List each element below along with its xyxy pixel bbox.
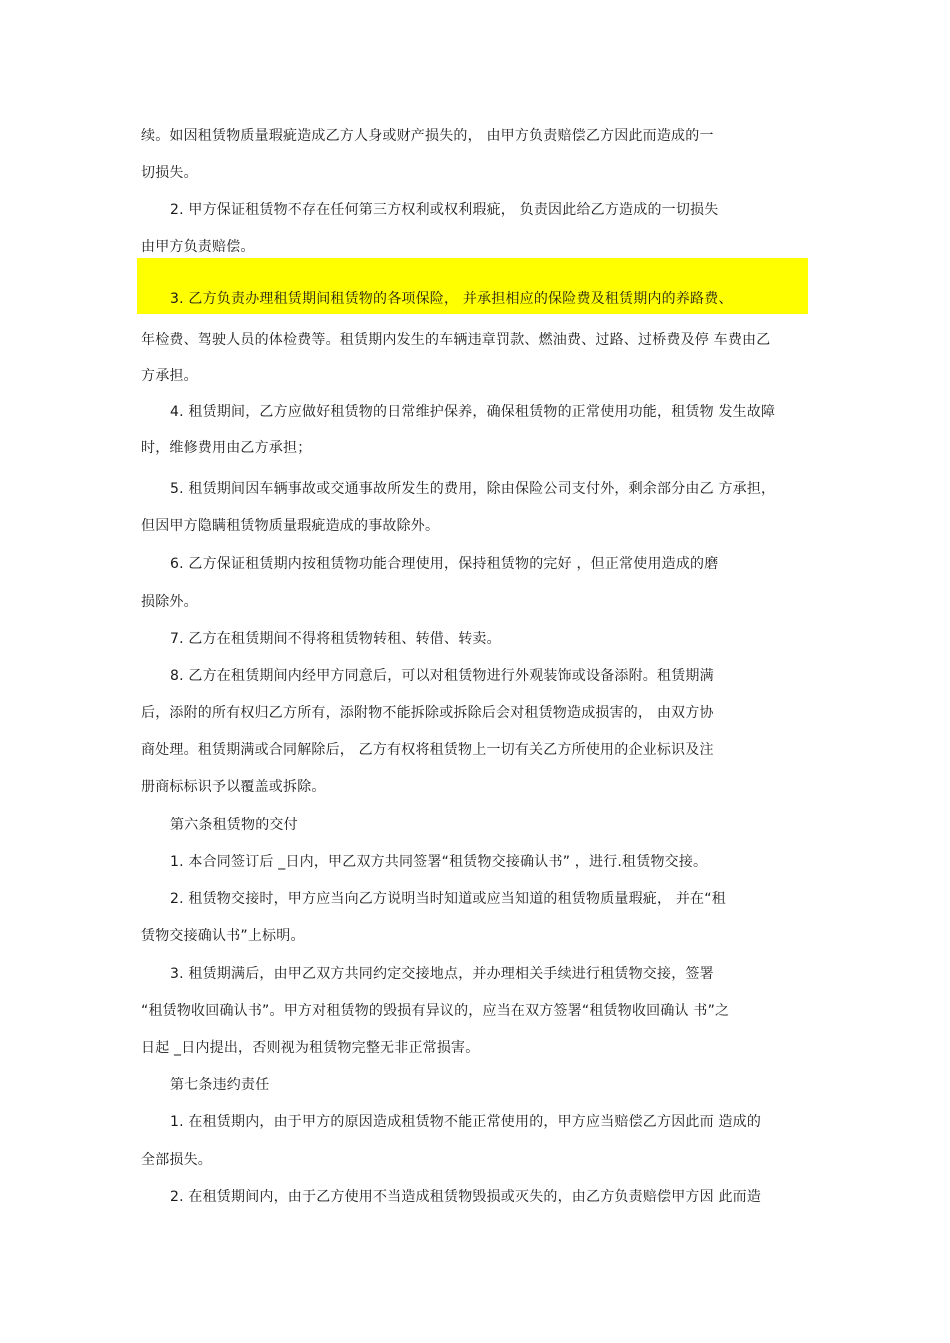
text-line: 4. 租赁期间，乙方应做好租赁物的日常维护保养，确保租赁物的正常使用功能，租赁物 发生故障 bbox=[170, 404, 776, 420]
text-line: 5. 租赁期间因车辆事故或交通事故所发生的费用，除由保险公司支付外，剩余部分由乙 方承担， bbox=[170, 481, 776, 497]
text-line: 2. 在租赁期间内，由于乙方使用不当造成租赁物毁损或灭失的，由乙方负责赔偿甲方因 此而造 bbox=[170, 1189, 762, 1205]
text-line: 8. 乙方在租赁期间内经甲方同意后，可以对租赁物进行外观装饰或设备添附。租赁期满 bbox=[170, 668, 714, 684]
text-line: “租赁物收回确认书”。甲方对租赁物的毁损有异议的，应当在双方签署“租赁物收回确认 书”之 bbox=[141, 1003, 730, 1019]
section-heading: 第七条违约责任 bbox=[170, 1077, 270, 1093]
text-line: 年检费、驾驶人员的体检费等。租赁期内发生的车辆违章罚款、燃油费、过路、过桥费及停 车费由乙 bbox=[141, 332, 771, 348]
text-line: 但因甲方隐瞒租赁物质量瑕疵造成的事故除外。 bbox=[141, 518, 440, 534]
text-line: 3. 租赁期满后，由甲乙双方共同约定交接地点，并办理相关手续进行租赁物交接，签署 bbox=[170, 966, 714, 982]
text-line: 2. 租赁物交接时，甲方应当向乙方说明当时知道或应当知道的租赁物质量瑕疵， 并在“租 bbox=[170, 891, 726, 907]
text-line: 2. 甲方保证租赁物不存在任何第三方权利或权利瑕疵， 负责因此给乙方造成的一切损失 bbox=[170, 202, 719, 218]
text-line: 商处理。租赁期满或合同解除后， 乙方有权将租赁物上一切有关乙方所使用的企业标识及注 bbox=[141, 742, 714, 758]
text-line: 由甲方负责赔偿。 bbox=[141, 239, 255, 255]
text-line: 损除外。 bbox=[141, 594, 198, 610]
text-line: 3. 乙方负责办理租赁期间租赁物的各项保险， 并承担相应的保险费及租赁期内的养路费、 bbox=[170, 291, 733, 307]
text-line: 1. 在租赁期内，由于甲方的原因造成租赁物不能正常使用的，甲方应当赔偿乙方因此而 造成的 bbox=[170, 1114, 762, 1130]
text-line: 6. 乙方保证租赁期内按租赁物功能合理使用，保持租赁物的完好 ，但正常使用造成的磨 bbox=[170, 556, 719, 572]
text-line: 日起 _日内提出，否则视为租赁物完整无非正常损害。 bbox=[141, 1040, 480, 1056]
text-line: 7. 乙方在租赁期间不得将租赁物转租、转借、转卖。 bbox=[170, 631, 501, 647]
text-line: 续。如因租赁物质量瑕疵造成乙方人身或财产损失的， 由甲方负责赔偿乙方因此而造成的一 bbox=[141, 128, 714, 144]
text-line: 切损失。 bbox=[141, 165, 198, 181]
text-line: 1. 本合同签订后 _日内，甲乙双方共同签署“租赁物交接确认书” ，进行.租赁物交接。 bbox=[170, 854, 708, 870]
text-line: 时，维修费用由乙方承担； bbox=[141, 440, 312, 456]
text-line: 赁物交接确认书”上标明。 bbox=[141, 928, 305, 944]
text-line: 后，添附的所有权归乙方所有，添附物不能拆除或拆除后会对租赁物造成损害的， 由双方协 bbox=[141, 705, 714, 721]
text-line: 册商标标识予以覆盖或拆除。 bbox=[141, 779, 326, 795]
text-line: 方承担。 bbox=[141, 368, 198, 384]
text-line: 全部损失。 bbox=[141, 1152, 212, 1168]
section-heading: 第六条租赁物的交付 bbox=[170, 817, 298, 833]
